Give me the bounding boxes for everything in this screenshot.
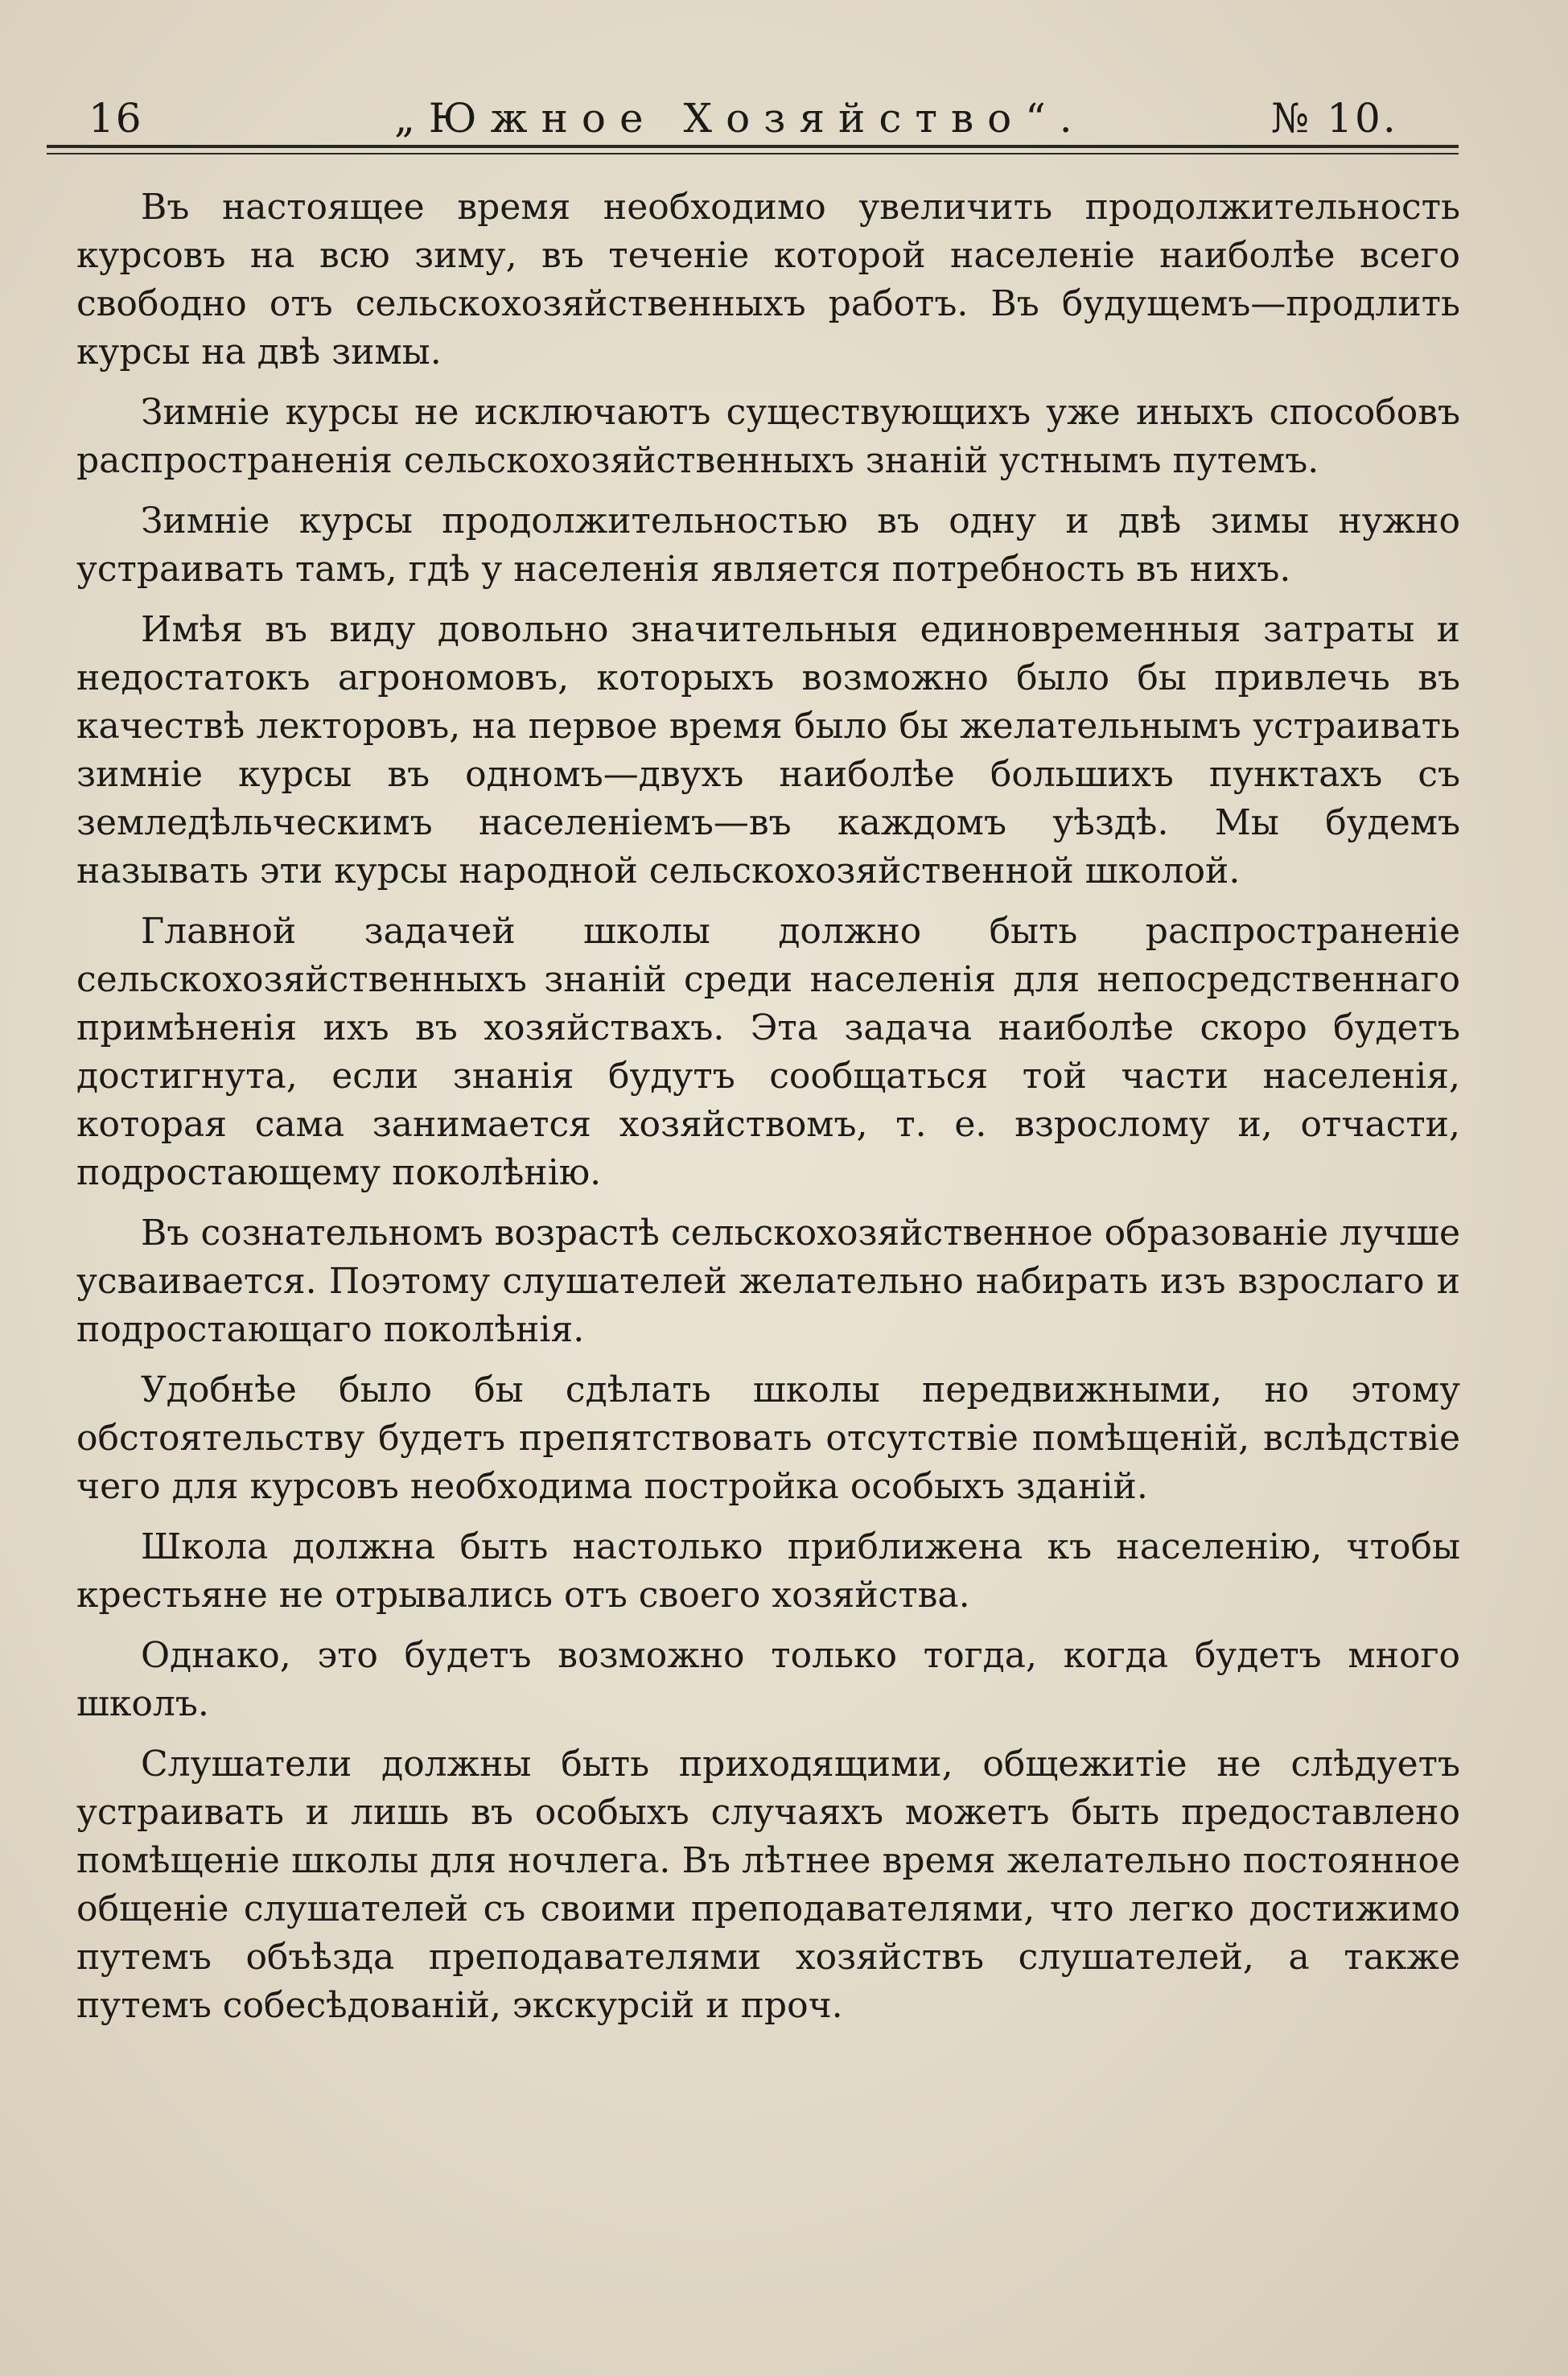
paragraph-2: Зимніе курсы не исключаютъ существующихъ уже иныхъ способовъ распространенія сельскохозяйственныхъ знаній устнымъ путемъ. bbox=[76, 392, 1460, 481]
paragraph-1: Въ настоящее время необходимо увеличить продолжительность курсовъ на всю зиму, въ теченіе которой населеніе наиболѣе всего свободно отъ сельскохозяйственныхъ работъ. Въ будущемъ—продлить курсы на двѣ зимы. bbox=[76, 187, 1460, 373]
paragraph-5: Главной задачей школы должно быть распространеніе сельскохозяйственныхъ знаній среди населенія для непосредственнаго примѣненія ихъ въ хозяйствахъ. Эта задача наиболѣе скоро будетъ достигнута, если знанія будутъ сообщаться той части населенія, которая сама занимается хозяйствомъ, т. е. взрослому и, отчасти, подростающему поколѣнію. bbox=[76, 911, 1460, 1193]
journal-title: „Южное Хозяйство“. bbox=[394, 95, 1086, 142]
paragraph-7: Удобнѣе было бы сдѣлать школы передвижными, но этому обстоятельству будетъ препятствовать отсутствіе помѣщеній, вслѣдствіе чего для курсовъ необходима постройка особыхъ зданій. bbox=[76, 1369, 1460, 1507]
running-header bbox=[48, 87, 1456, 151]
paragraph-8: Школа должна быть настолько приближена къ населенію, чтобы крестьяне не отрывались отъ своего хозяйства. bbox=[76, 1526, 1460, 1616]
article-body bbox=[76, 183, 1460, 2042]
header-rule-thin bbox=[47, 153, 1459, 154]
paragraph-9: Однако, это будетъ возможно только тогда, когда будетъ много школъ. bbox=[76, 1635, 1460, 1724]
issue-number: № 10. bbox=[1271, 95, 1398, 142]
paragraph-4: Имѣя въ виду довольно значительныя единовременныя затраты и недостатокъ агрономовъ, которыхъ возможно было бы привлечь въ качествѣ лекторовъ, на первое время было бы желательнымъ устраивать зимніе курсы въ одномъ—двухъ наиболѣе большихъ пунктахъ съ земледѣльческимъ населеніемъ—въ каждомъ уѣздѣ. Мы будемъ называть эти курсы народной сельскохозяйственной школой. bbox=[76, 609, 1460, 892]
page-number: 16 bbox=[88, 95, 143, 142]
header-rule-thick bbox=[47, 145, 1459, 148]
paragraph-6: Въ сознательномъ возрастѣ сельскохозяйственное образованіе лучше усваивается. Поэтому слушателей желательно набирать изъ взрослаго и подростающаго поколѣнія. bbox=[76, 1213, 1460, 1350]
paragraph-3: Зимніе курсы продолжительностью въ одну и двѣ зимы нужно устраивать тамъ, гдѣ у населенія является потребность въ нихъ. bbox=[76, 500, 1460, 590]
paragraph-10: Слушатели должны быть приходящими, общежитіе не слѣдуетъ устраивать и лишь въ особыхъ случаяхъ можетъ быть предоставлено помѣщеніе школы для ночлега. Въ лѣтнее время желательно постоянное общеніе слушателей съ своими преподавателями, что легко достижимо путемъ объѣзда преподавателями хозяйствъ слушателей, а также путемъ собесѣдованій, экскурсій и проч. bbox=[76, 1744, 1460, 2026]
